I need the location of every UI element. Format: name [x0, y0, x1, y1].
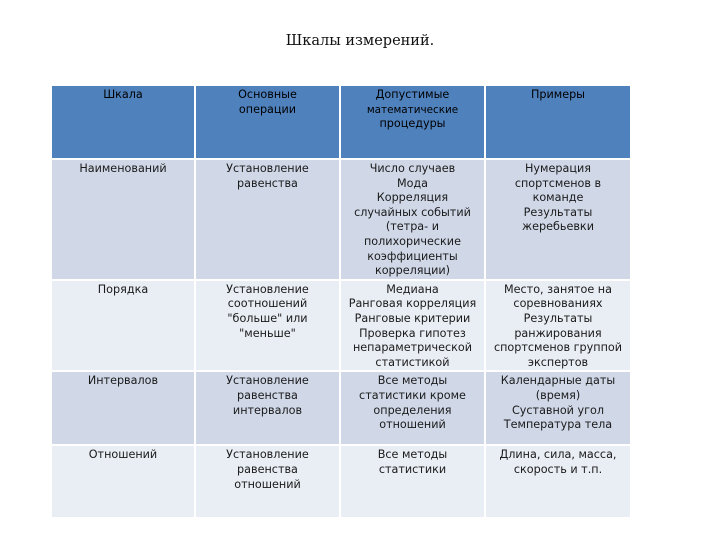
table-row — [52, 372, 630, 444]
header-examples: Примеры — [486, 86, 630, 158]
cell-procedures: Медиана Ранговая корреляция Ранговые критерии Проверка гипотез непараметрической статистикой — [341, 281, 484, 371]
header-procedures: Допустимые математические процедуры — [341, 86, 484, 158]
cell-examples: Календарные даты (время) Суставной угол Температура тела — [486, 372, 630, 444]
cell-operations: Установление соотношений "больше" или "меньше" — [196, 281, 339, 371]
cell-examples: Нумерация спортсменов в команде Результаты жеребьевки — [486, 160, 630, 279]
cell-scale: Отношений — [52, 446, 194, 517]
table-row — [52, 446, 630, 517]
page-title: Шкалы измерений. — [285, 33, 435, 49]
cell-scale: Порядка — [52, 281, 194, 371]
header-operations: Основные операции — [196, 86, 339, 158]
cell-examples: Место, занятое на соревнованиях Результаты ранжирования спортсменов группой экспертов — [486, 281, 630, 371]
cell-examples: Длина, сила, масса, скорость и т.п. — [486, 446, 630, 517]
cell-operations: Установление равенства отношений — [196, 446, 339, 517]
cell-procedures: Число случаев Мода Корреляция случайных событий (тетра- и полихорические коэффициенты корреляции) — [341, 160, 484, 279]
table-row — [52, 160, 630, 279]
cell-procedures: Все методы статистики кроме определения отношений — [341, 372, 484, 444]
header-scale: Шкала — [52, 86, 194, 158]
scales-table — [50, 84, 632, 519]
cell-operations: Установление равенства интервалов — [196, 372, 339, 444]
table-row — [52, 281, 630, 371]
cell-procedures: Все методы статистики — [341, 446, 484, 517]
cell-operations: Установление равенства — [196, 160, 339, 279]
table-header-row — [52, 86, 630, 158]
cell-scale: Наименований — [52, 160, 194, 279]
cell-scale: Интервалов — [52, 372, 194, 444]
